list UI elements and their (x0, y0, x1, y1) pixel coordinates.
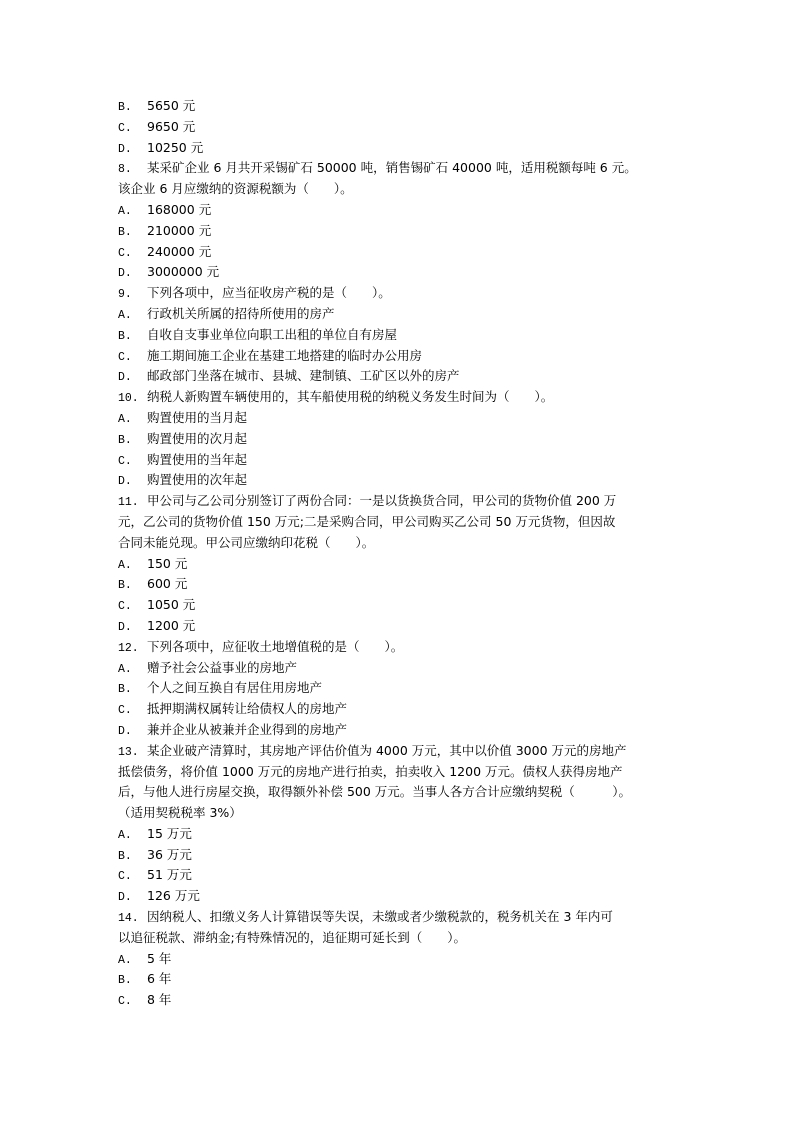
question-line (118, 283, 698, 304)
option-line (118, 450, 698, 471)
line-text: 抵偿债务，将价值 1000 万元的房地产进行拍卖，拍卖收入 1200 万元。债权人获得房地产 (118, 763, 623, 779)
option-line (118, 990, 698, 1011)
option-line (118, 325, 698, 346)
option-line (118, 242, 698, 263)
line-text: 240000 元 (147, 243, 212, 259)
line-text: 168000 元 (147, 201, 212, 217)
line-text: 51 万元 (147, 867, 192, 883)
option-line (118, 262, 698, 283)
line-text: 该企业 6 月应缴纳的资源税额为（ ）。 (118, 181, 353, 197)
line-text: 下列各项中，应征收土地增值税的是（ ）。 (147, 638, 404, 654)
line-text: 某采矿企业 6 月共开采锡矿石 50000 吨，销售锡矿石 40000 吨，适用税额每吨 6 元。 (147, 160, 637, 176)
option-line (118, 138, 698, 159)
line-text: 以追征税款、滞纳金;有特殊情况的，追征期可延长到（ ）。 (118, 929, 466, 945)
question-line (118, 158, 698, 179)
continuation-line (118, 762, 698, 783)
option-line (118, 117, 698, 138)
line-text: 个人之间互换自有居住用房地产 (147, 680, 323, 696)
line-text: 甲公司与乙公司分别签订了两份合同：一是以货换货合同，甲公司的货物价值 200 万 (147, 493, 617, 509)
line-text: 150 元 (147, 555, 188, 571)
option-line (118, 554, 698, 575)
line-label: B. (118, 329, 132, 343)
line-label: 8. (118, 163, 132, 177)
line-text: 6 年 (147, 971, 172, 987)
line-label: B. (118, 433, 132, 447)
line-label: 11. (118, 496, 139, 510)
line-text: 9650 元 (147, 118, 196, 134)
option-line (118, 366, 698, 387)
line-label: D. (118, 267, 132, 281)
question-line (118, 491, 698, 512)
line-label: B. (118, 974, 132, 988)
question-line (118, 637, 698, 658)
line-text: 10250 元 (147, 139, 204, 155)
line-text: 210000 元 (147, 222, 212, 238)
line-label: B. (118, 579, 132, 593)
line-text: 3000000 元 (147, 264, 220, 280)
option-line (118, 408, 698, 429)
line-label: B. (118, 849, 132, 863)
option-line (118, 429, 698, 450)
line-label: 14. (118, 912, 139, 926)
line-text: 自收自支事业单位向职工出租的单位自有房屋 (147, 326, 398, 342)
line-text: 600 元 (147, 576, 188, 592)
option-line (118, 699, 698, 720)
line-text: 纳税人新购置车辆使用的，其车船使用税的纳税义务发生时间为（ ）。 (147, 389, 554, 405)
line-text: 8 年 (147, 992, 172, 1008)
line-label: C. (118, 121, 132, 135)
line-text: 某企业破产清算时，其房地产评估价值为 4000 万元，其中以价值 3000 万元的房地产 (147, 742, 627, 758)
option-line (118, 595, 698, 616)
option-line (118, 96, 698, 117)
line-text: 购置使用的当月起 (147, 409, 248, 425)
option-line (118, 616, 698, 637)
option-line (118, 865, 698, 886)
line-text: 合同未能兑现。甲公司应缴纳印花税（ ）。 (118, 534, 375, 550)
continuation-line (118, 533, 698, 554)
continuation-line (118, 782, 698, 803)
option-line (118, 969, 698, 990)
line-text: 5 年 (147, 950, 172, 966)
continuation-line (118, 803, 698, 824)
option-line (118, 574, 698, 595)
question-line (118, 907, 698, 928)
line-label: C. (118, 600, 132, 614)
continuation-line (118, 928, 698, 949)
line-label: C. (118, 454, 132, 468)
option-line (118, 678, 698, 699)
line-text: 抵押期满权属转让给债权人的房地产 (147, 701, 348, 717)
line-label: B. (118, 101, 132, 114)
line-label: 10. (118, 392, 139, 406)
line-text: 15 万元 (147, 825, 192, 841)
line-text: 5650 元 (147, 98, 196, 113)
option-line (118, 200, 698, 221)
line-label: B. (118, 683, 132, 697)
line-text: 36 万元 (147, 846, 192, 862)
line-label: D. (118, 620, 132, 634)
line-text: 行政机关所属的招待所使用的房产 (147, 305, 335, 321)
line-text: 施工期间施工企业在基建工地搭建的临时办公用房 (147, 347, 423, 363)
line-label: D. (118, 724, 132, 738)
line-label: C. (118, 704, 132, 718)
option-line (118, 720, 698, 741)
line-label: C. (118, 995, 132, 1009)
document-body (118, 96, 698, 1011)
option-line (118, 949, 698, 970)
line-text: 购置使用的次月起 (147, 430, 248, 446)
line-text: 1200 元 (147, 617, 196, 633)
line-label: D. (118, 142, 132, 156)
option-line (118, 346, 698, 367)
continuation-line (118, 512, 698, 533)
line-text: 兼并企业从被兼并企业得到的房地产 (147, 721, 348, 737)
line-label: D. (118, 475, 132, 489)
option-line (118, 658, 698, 679)
question-line (118, 741, 698, 762)
line-text: 因纳税人、扣缴义务人计算错误等失误，未缴或者少缴税款的，税务机关在 3 年内可 (147, 909, 613, 925)
line-label: A. (118, 308, 132, 322)
line-label: 9. (118, 288, 132, 302)
option-line (118, 845, 698, 866)
line-text: 下列各项中，应当征收房产税的是（ ）。 (147, 285, 391, 301)
line-label: A. (118, 204, 132, 218)
line-label: C. (118, 350, 132, 364)
line-label: 13. (118, 745, 139, 759)
line-text: 购置使用的次年起 (147, 472, 248, 488)
line-label: A. (118, 558, 132, 572)
line-text: 元，乙公司的货物价值 150 万元;二是采购合同，甲公司购买乙公司 50 万元货物，但因故 (118, 513, 616, 529)
question-line (118, 387, 698, 408)
line-text: 邮政部门坐落在城市、县城、建制镇、工矿区以外的房产 (147, 368, 460, 384)
line-text: 126 万元 (147, 888, 200, 904)
line-label: A. (118, 662, 132, 676)
line-text: 后，与他人进行房屋交换，取得额外补偿 500 万元。当事人各方合计应缴纳契税（ ）。 (118, 784, 632, 800)
option-line (118, 824, 698, 845)
option-line (118, 886, 698, 907)
line-label: C. (118, 870, 132, 884)
line-text: 1050 元 (147, 597, 196, 613)
option-line (118, 221, 698, 242)
line-label: B. (118, 225, 132, 239)
line-label: 12. (118, 641, 139, 655)
line-text: 购置使用的当年起 (147, 451, 248, 467)
line-label: A. (118, 412, 132, 426)
option-line (118, 304, 698, 325)
line-label: C. (118, 246, 132, 260)
line-label: D. (118, 371, 132, 385)
line-label: A. (118, 828, 132, 842)
option-line (118, 470, 698, 491)
line-label: D. (118, 891, 132, 905)
line-text: （适用契税税率 3%） (118, 805, 242, 821)
continuation-line (118, 179, 698, 200)
line-label: A. (118, 953, 132, 967)
line-text: 赠予社会公益事业的房地产 (147, 659, 298, 675)
